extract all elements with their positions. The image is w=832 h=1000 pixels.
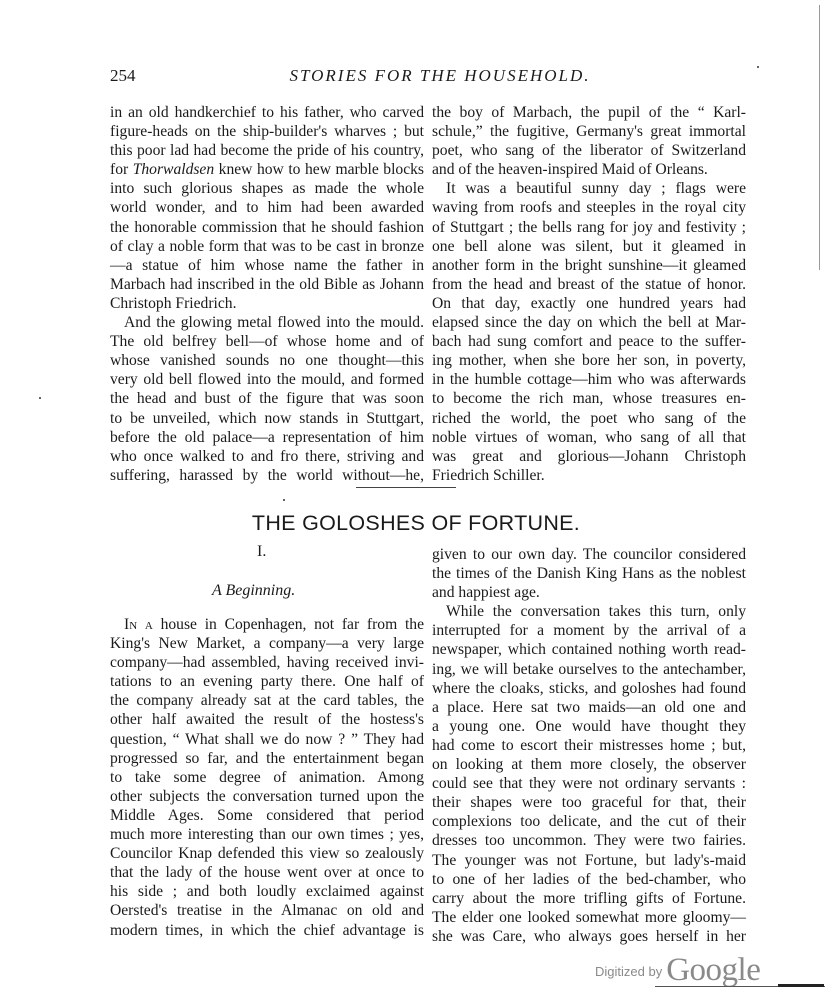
text-line: complexions too delicate, and the cut of their — [432, 813, 746, 831]
text-line-with-italic — [110, 160, 424, 179]
text-line: one bell alone was silent, but it gleamed in — [432, 237, 746, 255]
text-line: ing mother, when she bore her son, in poverty, — [432, 352, 746, 370]
text-line: could see that they were not ordinary servants : — [432, 775, 746, 793]
text-line: was great and glorious—Johann Christoph — [432, 447, 746, 465]
text-line: the boy of Marbach, the pupil of the “ Karl- — [432, 104, 746, 121]
text-line: the company already sat at the card tables, the — [110, 692, 424, 710]
text-fragment: for — [110, 161, 133, 179]
text-line: waving from roofs and steeples in the royal city — [432, 199, 746, 217]
text-line: Marbach had inscribed in the old Bible as Johann — [110, 275, 424, 293]
text-line: elapsed since the day on which the bell at Mar- — [432, 314, 746, 332]
text-line: On that day, exactly one hundred years had — [432, 294, 746, 312]
text-line: of Stuttgart ; the bells rang for joy and festivity ; — [432, 218, 746, 236]
text-line: in the humble cottage—him who was afterwards — [432, 371, 746, 389]
digitized-by-google-watermark — [595, 952, 760, 989]
text-line: and of the heaven-inspired Maid of Orleans. — [432, 161, 708, 179]
chapter-number: I. — [257, 543, 267, 560]
text-line: where the cloaks, sticks, and goloshes had found — [432, 679, 746, 697]
text-line-opening — [110, 615, 424, 634]
text-line: schule,” the fugitive, Germany's great immortal — [432, 123, 746, 141]
text-line: his side ; and both loudly exclaimed against — [110, 883, 424, 901]
text-line: that the lady of the house went over at once to — [110, 864, 424, 882]
text-line: interrupted for a moment by the arrival of a — [432, 622, 746, 640]
text-line: the times of the Danish King Hans as the noblest — [432, 565, 746, 583]
text-line: King's New Market, a company—a very large — [110, 635, 424, 653]
text-line: While the conversation takes this turn, only — [446, 603, 746, 621]
page-number: 254 — [110, 66, 136, 85]
text-line: to become the rich man, whose treasures en- — [432, 390, 746, 408]
text-line: newspaper, which contained nothing worth read- — [432, 641, 746, 659]
scan-speck — [283, 499, 285, 501]
text-line: to take some degree of animation. Among — [110, 768, 424, 786]
chapter-title: A Beginning. — [212, 582, 296, 599]
scan-speck — [757, 66, 759, 68]
story-title: THE GOLOSHES OF FORTUNE. — [251, 511, 581, 535]
column-top-right — [432, 103, 746, 485]
text-line: tations to an evening party there. One half of — [110, 673, 424, 691]
text-line: Oersted's treatise in the Almanac on old and — [110, 902, 424, 920]
text-line: dresses too uncommon. They were two fairies. — [432, 832, 746, 850]
text-line: The younger was not Fortune, but lady's-maid — [432, 851, 746, 869]
text-line: given to our own day. The councilor considered — [432, 546, 746, 563]
text-line: in an old handkerchief to his father, who carved — [110, 104, 424, 121]
text-line: the honorable commission that he should fashion — [110, 218, 424, 236]
text-line: the head and bust of the figure that was soon — [110, 390, 424, 408]
text-line: from the head and breast of the statue of honor. — [432, 275, 746, 293]
google-logo: Google — [666, 952, 761, 988]
text-line: before the old palace—a representation of him — [110, 428, 424, 446]
column-top-left — [110, 103, 424, 485]
text-line: question, “ What shall we do now ? ” They had — [110, 730, 424, 748]
text-line: The elder one looked somewhat more gloomy— — [432, 908, 746, 926]
text-line: suffering, harassed by the world without—he, — [110, 466, 424, 484]
section-divider-rule — [356, 487, 456, 488]
text-line: of clay a noble form that was to be cast in bronze — [110, 237, 424, 255]
text-line: who once walked to and fro there, striving and — [110, 447, 424, 465]
text-line: progressed so far, and the entertainment began — [110, 749, 424, 767]
text-line: Councilor Knap defended this view so zealously — [110, 845, 424, 863]
text-line: Friedrich Schiller. — [432, 466, 545, 484]
text-line: and happiest age. — [432, 584, 540, 602]
watermark-prefix: Digitized by — [595, 964, 663, 979]
text-line: very old bell flowed into the mould, and formed — [110, 371, 424, 389]
text-line: much more interesting than our own times ; yes, — [110, 826, 424, 844]
column-bottom-left — [110, 615, 424, 940]
text-line: figure-heads on the ship-builder's wharves ; but — [110, 123, 424, 141]
text-line: another form in the bright sunshine—it gleamed — [432, 256, 746, 274]
text-line: a place. Here sat two maids—an old one and — [432, 698, 746, 716]
text-line: It was a beautiful sunny day ; flags were — [446, 180, 746, 198]
text-line: on looking at them more closely, the observer — [432, 756, 746, 774]
text-line: she was Care, who always goes herself in her — [432, 927, 746, 945]
text-line: other half awaited the result of the hostess's — [110, 711, 424, 729]
text-line: had come to escort their mistresses home ; but, — [432, 736, 746, 754]
text-line: carry about the more trifling gifts of Fortune. — [432, 889, 746, 907]
text-line: a young one. One would have thought they — [432, 717, 746, 735]
text-line: ing, we will betake ourselves to the antechamber, — [432, 660, 746, 678]
text-line: Christoph Friedrich. — [110, 294, 237, 312]
text-line: their shapes were too graceful for that, their — [432, 794, 746, 812]
text-line: company—had assembled, having received invi- — [110, 654, 424, 672]
text-line: other subjects the conversation turned upon the — [110, 787, 424, 805]
text-line: poet, who sang of the liberator of Switzerland — [432, 142, 746, 160]
text-line: bach had sung comfort and peace to the suffer- — [432, 333, 746, 351]
text-line: noble virtues of woman, who sang of all that — [432, 428, 746, 446]
text-fragment: knew how to hew marble blocks — [214, 161, 424, 179]
scan-speck — [39, 397, 41, 399]
text-line: to one of her ladies of the bed-chamber, who — [432, 870, 746, 888]
text-line: modern times, in which the chief advantage is — [110, 921, 424, 939]
running-header — [110, 66, 752, 88]
text-line: into such glorious shapes as made the whole — [110, 180, 424, 198]
scan-footer-mark — [778, 984, 824, 987]
text-line: world wonder, and to him had been awarded — [110, 199, 424, 217]
text-line: this poor lad had become the pride of his country, — [110, 142, 424, 160]
scan-edge-line — [819, 5, 820, 270]
running-title: STORIES FOR THE HOUSEHOLD. — [289, 66, 591, 85]
column-bottom-right — [432, 545, 746, 946]
italic-name: Thorwaldsen — [132, 161, 215, 179]
text-line: The old belfrey bell—of whose home and of — [110, 333, 424, 351]
text-line: to be unveiled, which now stands in Stuttgart, — [110, 409, 424, 427]
text-line: Middle Ages. Some considered that period — [110, 806, 424, 824]
text-line: And the glowing metal flowed into the mould. — [124, 314, 424, 332]
opening-words: In a — [124, 616, 153, 633]
text-line: riched the world, the poet who sang of the — [432, 409, 746, 427]
text-fragment: house in Copenhagen, not far from the — [160, 616, 424, 633]
text-line: whose vanished sounds no one thought—this — [110, 352, 424, 370]
text-line: —a statue of him whose name the father in — [110, 256, 424, 274]
